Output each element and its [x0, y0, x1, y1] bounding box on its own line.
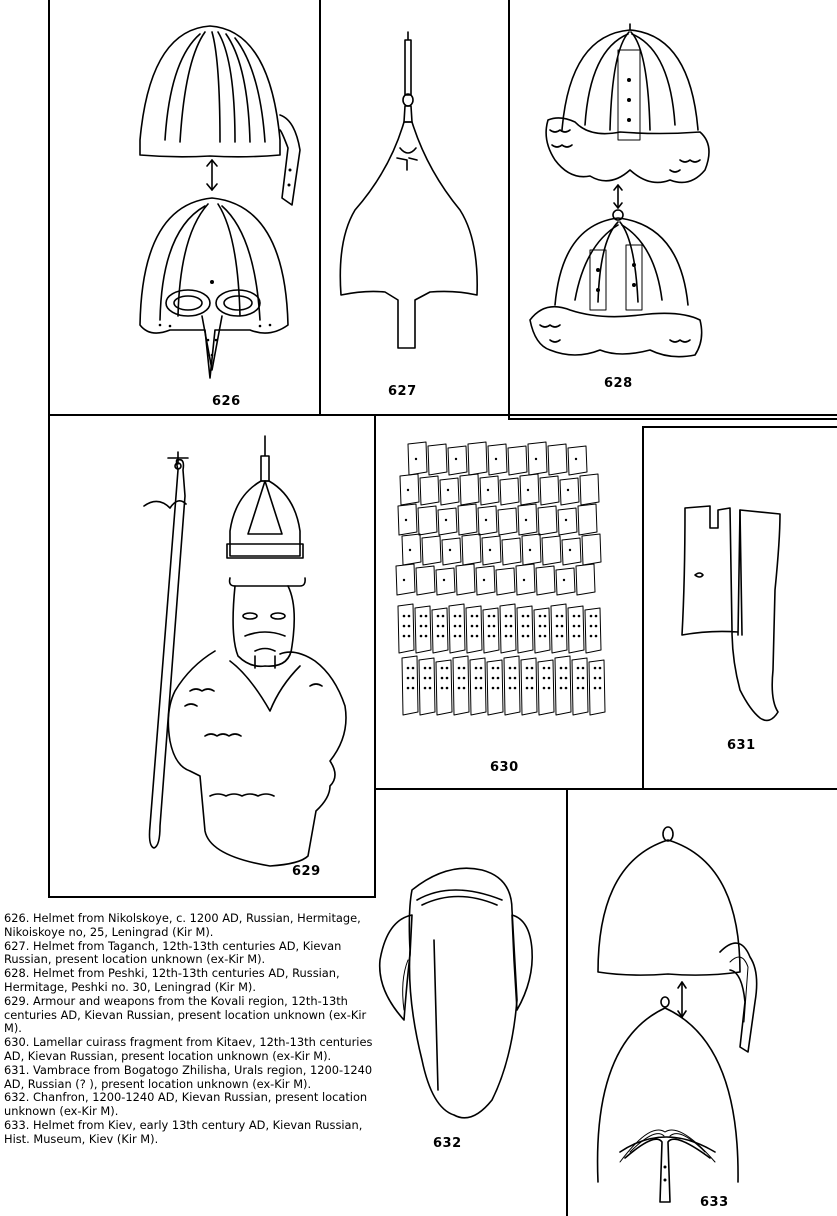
figure-631-vambrace — [670, 500, 800, 730]
plate-number-631: 631 — [727, 738, 756, 753]
caption-626: 626. Helmet from Nikolskoye, c. 1200 AD, Russian, Hermitage, Nikoiskoye no, 25, Leningrad (Kir M). — [4, 911, 361, 939]
plate-number-633: 633 — [700, 1195, 729, 1210]
frame-line-630-631 — [642, 427, 644, 789]
figure-630-lamellar-cuirass — [390, 436, 620, 726]
plate-number-627: 627 — [388, 384, 417, 399]
plate-number-632: 632 — [433, 1136, 462, 1151]
frame-line-627-628 — [508, 0, 510, 420]
frame-line-629-left — [48, 416, 50, 898]
frame-line-630-bottom — [374, 788, 837, 790]
frame-line-632-633 — [566, 790, 568, 1216]
plate-number-629: 629 — [292, 864, 321, 879]
plate-number-626: 626 — [212, 394, 241, 409]
caption-629: 629. Armour and weapons from the Kovali region, 12th-13th centuries AD, Kievan Russian, present location unknown (ex-Kir M). — [4, 993, 367, 1036]
caption-628: 628. Helmet from Peshki, 12th-13th centuries AD, Russian, Hermitage, Peshki no. 30, Leningrad (Kir M). — [4, 966, 340, 994]
captions — [4, 912, 374, 1147]
figure-627-helmet — [335, 30, 495, 360]
frame-line-left-top — [48, 0, 50, 416]
caption-632: 632. Chanfron, 1200-1240 AD, Kievan Russian, present location unknown (ex-Kir M). — [4, 1090, 368, 1119]
figure-633-helmet — [590, 822, 790, 1202]
frame-line-629-630 — [374, 416, 376, 898]
caption-631: 631. Vambrace from Bogatogo Zhilisha, Urals region, 1200-1240 AD, Russian (? ), present location unknown (ex-Kir M). — [4, 1062, 373, 1091]
frame-line-628-bottom — [508, 418, 837, 420]
caption-627: 627. Helmet from Taganch, 12th-13th centuries AD, Kievan Russian, present location unknown (ex-Kir M). — [4, 938, 342, 967]
frame-line-629-bottom — [48, 896, 376, 898]
figure-628-helmet — [530, 20, 730, 365]
frame-line-631-top — [642, 426, 837, 428]
caption-630: 630. Lamellar cuirass fragment from Kitaev, 12th-13th centuries AD, Kievan Russian, present location unknown (ex-Kir M). — [4, 1035, 373, 1063]
caption-633: 633. Helmet from Kiev, early 13th century AD, Kievan Russian, Hist. Museum, Kiev (Kir M). — [4, 1117, 363, 1146]
figure-629-armour-weapons — [130, 436, 370, 876]
figure-632-chanfron — [372, 860, 562, 1130]
plate-number-630: 630 — [490, 760, 519, 775]
plate-number-628: 628 — [604, 376, 633, 391]
figure-626-helmet — [120, 20, 320, 390]
frame-line-top-row-bottom — [48, 414, 837, 416]
